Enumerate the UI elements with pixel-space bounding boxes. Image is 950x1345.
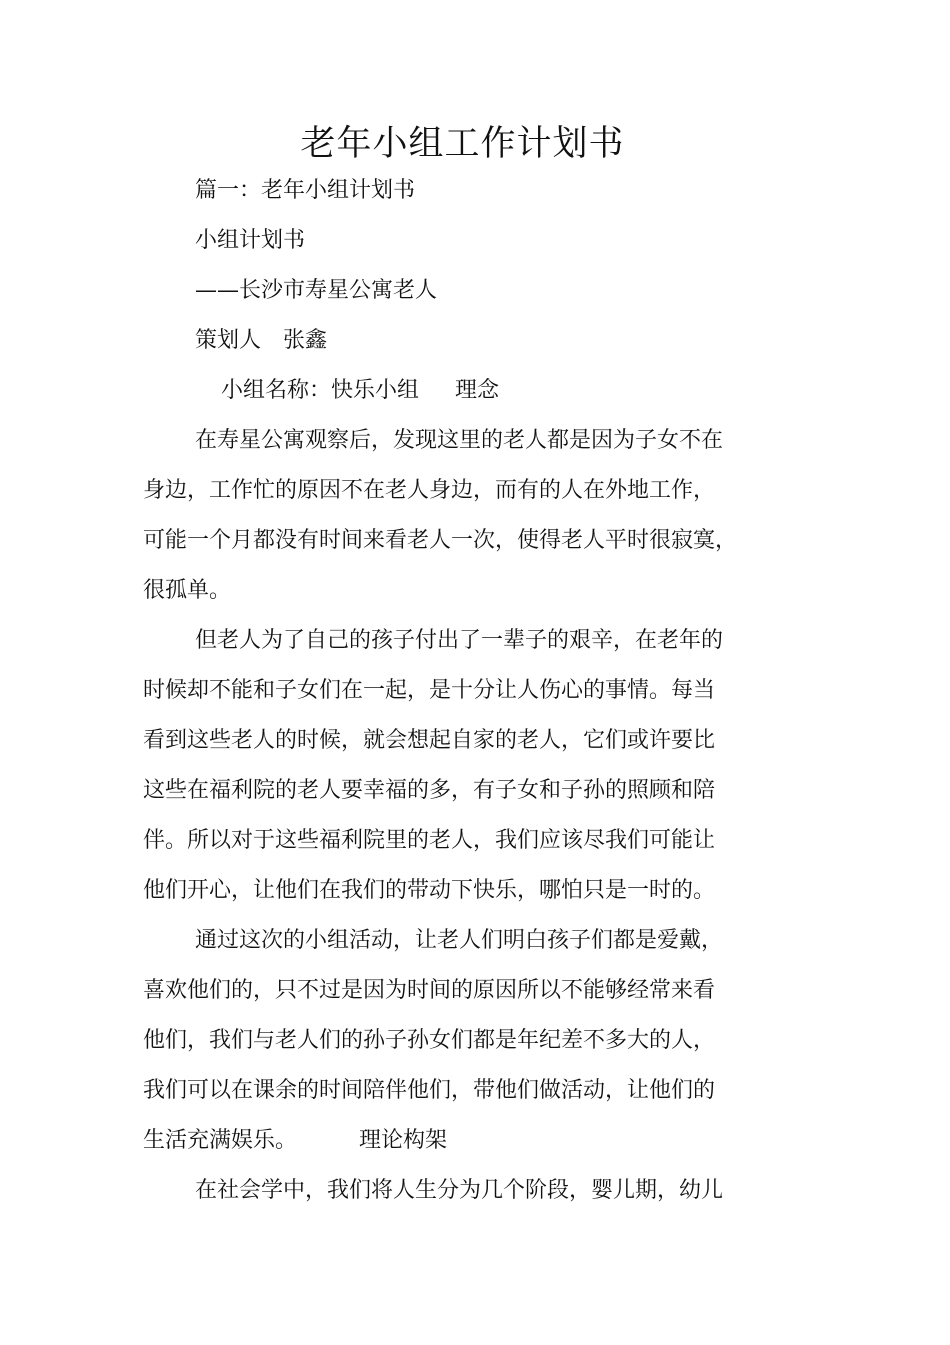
group-name-line (221, 376, 499, 406)
paragraph-line: 喜欢他们的，只不过是因为时间的原因所以不能够经常来看 (143, 978, 716, 1003)
paragraph-line: 在社会学中，我们将人生分为几个阶段，婴儿期，幼儿 (195, 1178, 724, 1203)
paragraph-line: 但老人为了自己的孩子付出了一辈子的艰辛，在老年的 (195, 628, 724, 653)
paragraph-line: 身边，工作忙的原因不在老人身边，而有的人在外地工作， (143, 478, 716, 503)
planner-name: 张鑫 (283, 328, 328, 353)
theory-heading: 理论构架 (359, 1128, 448, 1153)
paragraph-line: 他们，我们与老人们的孙子孙女们都是年纪差不多大的人， (143, 1028, 716, 1053)
section-heading: 篇一：老年小组计划书 (195, 178, 416, 203)
sub-heading: 小组计划书 (195, 228, 306, 253)
planner-line (195, 326, 327, 356)
paragraph-line: 时候却不能和子女们在一起，是十分让人伤心的事情。每当 (143, 678, 716, 703)
concept-heading: 理念 (455, 378, 500, 403)
paragraph-line: 很孤单。 (143, 578, 232, 603)
paragraph-line: 看到这些老人的时候，就会想起自家的老人，它们或许要比 (143, 728, 716, 753)
paragraph-line: 伴。所以对于这些福利院里的老人，我们应该尽我们可能让 (143, 828, 716, 853)
organization-line: ——长沙市寿星公寓老人 (195, 278, 438, 303)
paragraph-line: 可能一个月都没有时间来看老人一次，使得老人平时很寂寞， (143, 528, 738, 553)
paragraph-line: 这些在福利院的老人要幸福的多，有子女和子孙的照顾和陪 (143, 778, 716, 803)
paragraph-line: 我们可以在课余的时间陪伴他们，带他们做活动，让他们的 (143, 1078, 716, 1103)
paragraph-text: 生活充满娱乐。 (143, 1128, 298, 1153)
paragraph-line: 他们开心，让他们在我们的带动下快乐，哪怕只是一时的。 (143, 878, 716, 903)
group-name-label: 小组名称：快乐小组 (221, 378, 420, 403)
document-title: 老年小组工作计划书 (300, 124, 625, 164)
paragraph-line-with-heading (143, 1126, 447, 1156)
planner-label: 策划人 (195, 328, 262, 353)
paragraph-line: 在寿星公寓观察后，发现这里的老人都是因为子女不在 (195, 428, 724, 453)
paragraph-line: 通过这次的小组活动，让老人们明白孩子们都是爱戴， (195, 928, 724, 953)
